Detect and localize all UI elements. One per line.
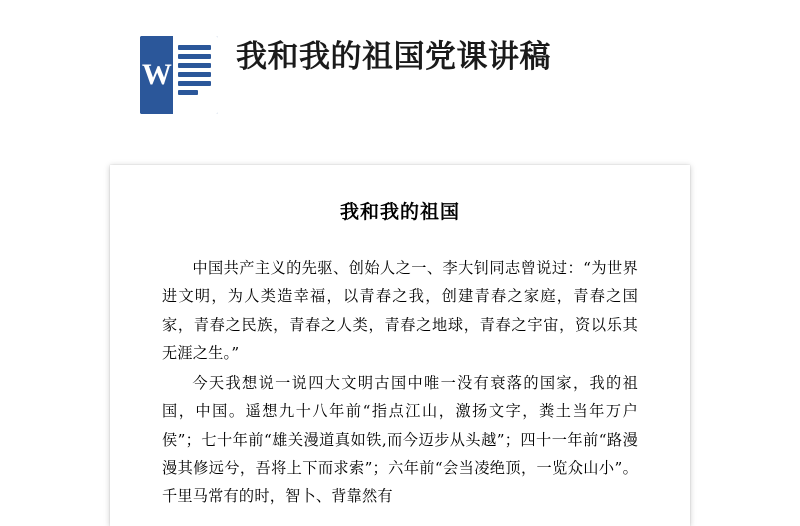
word-icon-line bbox=[178, 72, 211, 77]
word-document-icon bbox=[140, 36, 218, 114]
document-preview-title: 我和我的祖国 bbox=[339, 201, 460, 223]
document-preview-sheet bbox=[110, 165, 690, 526]
document-paragraph: 中国共产主义的先驱、创始人之一、李大钊同志曾说过：“为世界进文明，为人类造幸福，以青春之我，创建青春之家庭，青春之国家，青春之民族，青春之人类，青春之地球，青春之宇宙，资以乐其无涯之生。” bbox=[162, 259, 638, 362]
word-icon-page-lines bbox=[173, 36, 218, 114]
word-icon-line bbox=[178, 81, 211, 86]
word-icon-letter-band bbox=[140, 36, 173, 114]
word-icon-line bbox=[178, 54, 211, 59]
page-title: 我和我的祖国党课讲稿 bbox=[236, 39, 551, 75]
document-paragraph: 今天我想说一说四大文明古国中唯一没有衰落的国家，我的祖国，中国。遥想九十八年前“指点江山，激扬文字，粪土当年万户侯”；七十年前“雄关漫道真如铁,而今迈步从头越”；四十一年前“路漫漫其修远兮，吾将上下而求索”；六年前“会当凌绝顶，一览众山小”。千里马常有的时，智卜、背靠然有 bbox=[162, 374, 638, 506]
word-icon-letter: W bbox=[141, 58, 171, 91]
word-icon-line bbox=[178, 90, 199, 95]
word-icon-line bbox=[178, 63, 211, 68]
document-header bbox=[140, 36, 700, 114]
word-icon-line bbox=[178, 45, 211, 50]
